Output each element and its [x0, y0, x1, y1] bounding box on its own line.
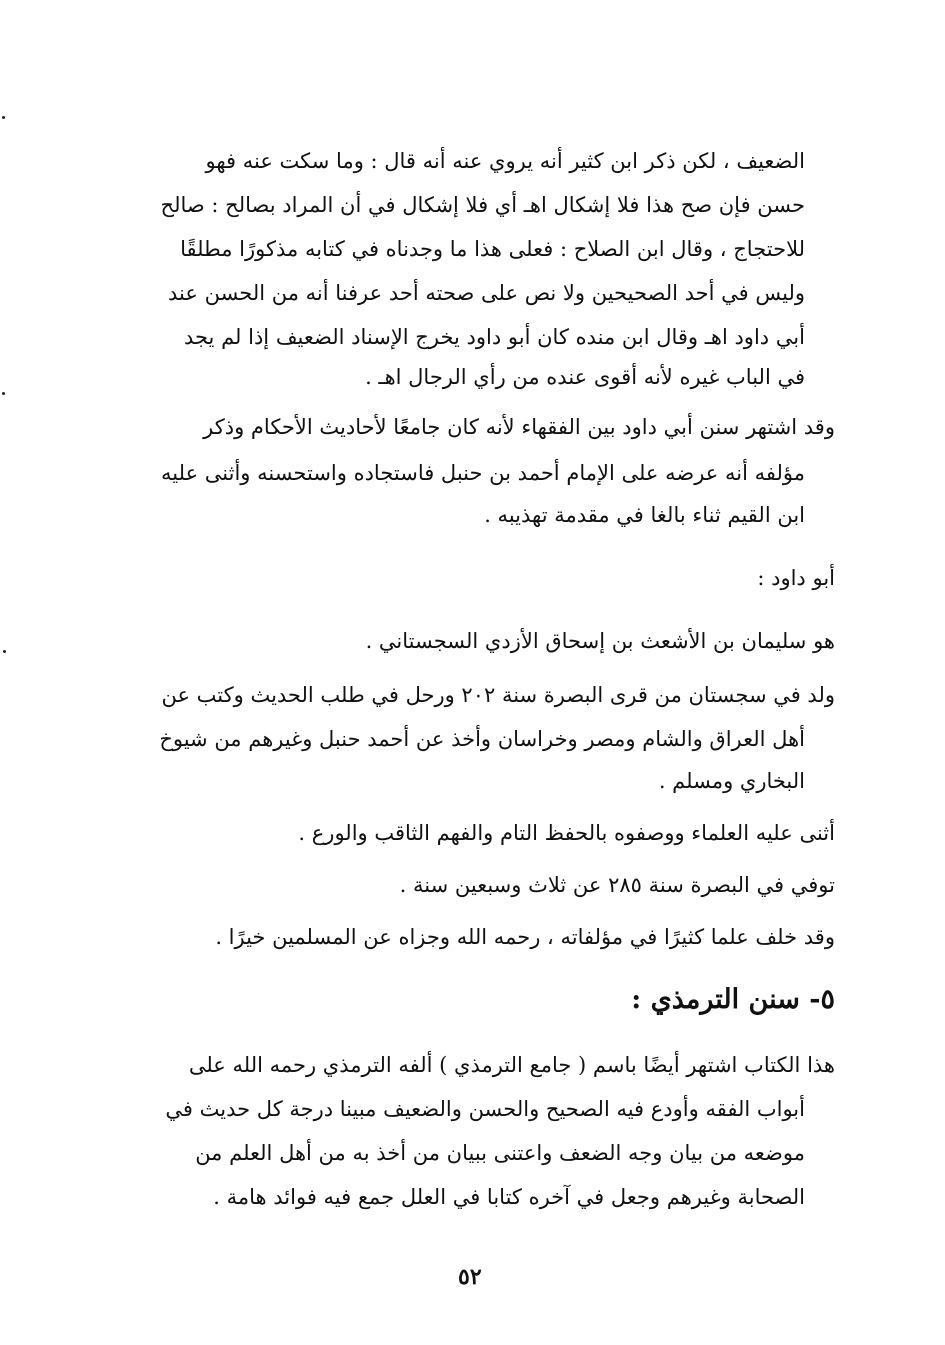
scan-speck [3, 650, 6, 653]
text-line: موضعه من بيان وجه الضعف واعتنى ببيان من أخذ به من أهل العلم من [195, 1141, 805, 1165]
text-line: ابن القيم ثناء بالغا في مقدمة تهذيبه . [484, 503, 805, 527]
text-line: وقد اشتهر سنن أبي داود بين الفقهاء لأنه كان جامعًا لأحاديث الأحكام وذكر [203, 415, 835, 439]
text-line: ولد في سجستان من قرى البصرة سنة ٢٠٢ ورحل في طلب الحديث وكتب عن [161, 683, 835, 707]
text-line: هو سليمان بن الأشعث بن إسحاق الأزدي السجستاني . [365, 629, 835, 653]
text-line: وقد خلف علما كثيرًا في مؤلفاته ، رحمه الله وجزاه عن المسلمين خيرًا . [215, 925, 835, 949]
text-line: أهل العراق والشام ومصر وخراسان وأخذ عن أحمد حنبل وغيرهم من شيوخ [159, 727, 805, 751]
scan-speck [2, 392, 5, 395]
text-line: في الباب غيره لأنه أقوى عنده من رأي الرجال اهـ . [365, 365, 805, 389]
text-line: توفي في البصرة سنة ٢٨٥ عن ثلاث وسبعين سنة . [399, 873, 835, 897]
text-line: البخاري ومسلم . [658, 769, 805, 793]
text-line: مؤلفه أنه عرضه على الإمام أحمد بن حنبل فاستجاده واستحسنه وأثنى عليه [161, 461, 805, 485]
text-line: أبواب الفقه وأودع فيه الصحيح والحسن والضعيف مبينا درجة كل حديث في [165, 1097, 805, 1121]
text-line: للاحتجاج ، وقال ابن الصلاح : فعلى هذا ما وجدناه في كتابه مذكورًا مطلقًا [180, 237, 805, 261]
text-line: هذا الكتاب اشتهر أيضًا باسم ( جامع الترمذي ) ألفه الترمذي رحمه الله على [188, 1053, 835, 1077]
text-line: حسن فإن صح هذا فلا إشكال اهـ أي فلا إشكال في أن المراد بصالح : صالح [160, 193, 805, 217]
scan-speck [2, 116, 5, 119]
subheading-label: أبو داود : [757, 566, 835, 590]
section-heading: ٥- سنن الترمذي : [631, 984, 835, 1015]
text-line: أبي داود اهـ وقال ابن منده كان أبو داود يخرج الإسناد الضعيف إذا لم يجد [183, 325, 805, 349]
text-line: الصحابة وغيرهم وجعل في آخره كتابا في العلل جمع فيه فوائد هامة . [213, 1185, 805, 1209]
text-line: الضعيف ، لكن ذكر ابن كثير أنه يروي عنه أنه قال : وما سكت عنه فهو [205, 149, 805, 173]
text-line: وليس في أحد الصحيحين ولا نص على صحته أحد عرفنا أنه من الحسن عند [168, 281, 805, 305]
page-number: ٥٢ [458, 1264, 482, 1290]
text-line: أثنى عليه العلماء ووصفوه بالحفظ التام والفهم الثاقب والورع . [298, 821, 835, 845]
